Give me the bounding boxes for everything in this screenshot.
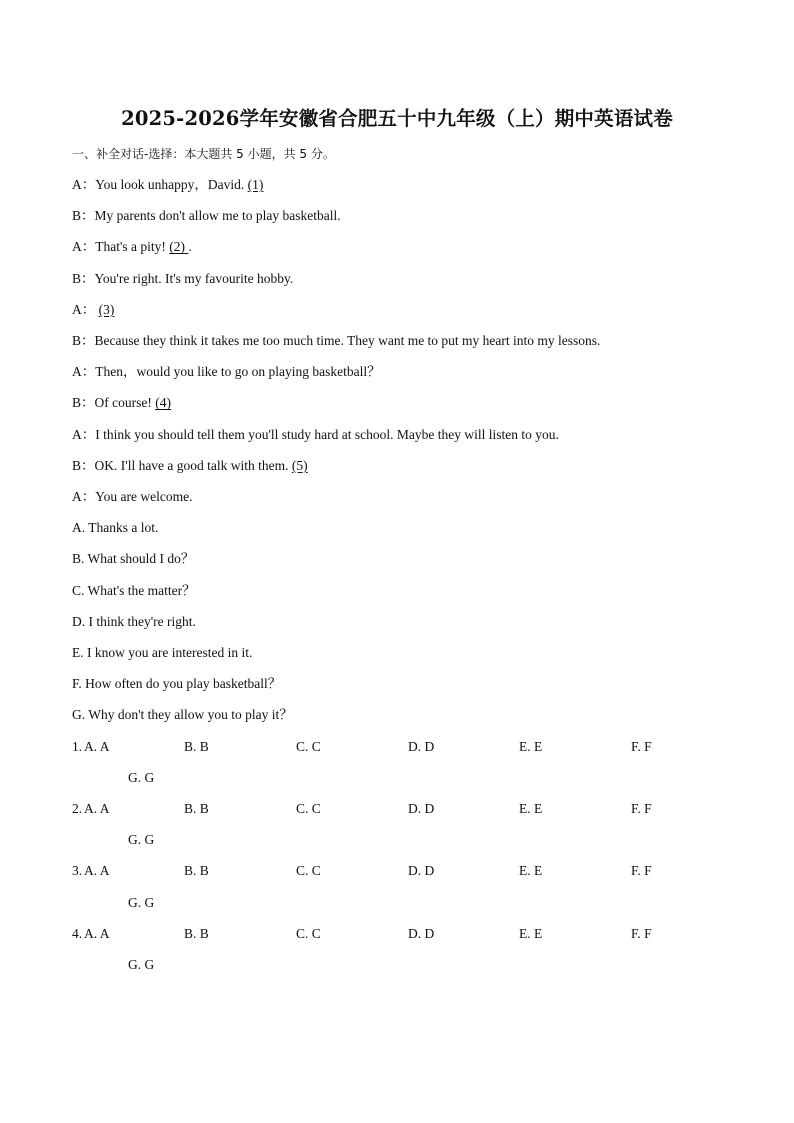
speaker-label: A： bbox=[72, 239, 96, 255]
speaker-label: A： bbox=[72, 301, 96, 317]
answer-blank[interactable]: (3) bbox=[98, 301, 115, 317]
dialogue-text: That's a pity! bbox=[95, 239, 170, 255]
speaker-label: A： bbox=[72, 364, 96, 380]
option-item: D. I think they're right. bbox=[72, 613, 196, 629]
question-row-continued bbox=[72, 831, 272, 849]
question-row bbox=[72, 862, 722, 880]
dialogue-text: You are welcome. bbox=[95, 489, 193, 504]
dialogue-text: . bbox=[188, 239, 192, 255]
question-row bbox=[72, 925, 722, 943]
dialogue-line bbox=[72, 176, 263, 194]
choice-option[interactable]: E. E bbox=[519, 801, 543, 816]
dialogue-line bbox=[72, 238, 192, 256]
choice-option[interactable]: D. D bbox=[408, 738, 435, 754]
choice-option[interactable]: A. A bbox=[84, 738, 110, 754]
speaker-label: A： bbox=[72, 177, 96, 192]
choice-option[interactable]: F. F bbox=[631, 925, 652, 941]
choice-option[interactable]: E. E bbox=[519, 863, 543, 879]
dialogue-text: You're right. It's my favourite hobby. bbox=[94, 270, 294, 286]
speaker-label: B： bbox=[72, 208, 95, 224]
option-item: B. What should I do？ bbox=[72, 551, 195, 567]
question-row bbox=[72, 800, 722, 818]
dialogue-text: You look unhappy，David. bbox=[95, 177, 248, 192]
option-item: F. How often do you play basketball？ bbox=[72, 676, 282, 692]
choice-option[interactable]: B. B bbox=[184, 863, 209, 879]
question-row-continued bbox=[72, 894, 272, 912]
choice-option[interactable]: F. F bbox=[631, 801, 652, 816]
option-item: A. Thanks a lot. bbox=[72, 520, 159, 536]
dialogue-line bbox=[72, 207, 341, 225]
choice-option[interactable]: E. E bbox=[519, 738, 543, 754]
option-item: G. Why don't they allow you to play it？ bbox=[72, 707, 293, 723]
dialogue-line bbox=[72, 426, 559, 444]
speaker-label: B： bbox=[72, 395, 95, 411]
choice-option[interactable]: G. G bbox=[128, 769, 155, 785]
speaker-label: B： bbox=[72, 270, 95, 286]
dialogue-line bbox=[72, 301, 114, 319]
choice-option[interactable]: B. B bbox=[184, 925, 209, 941]
choice-option[interactable]: D. D bbox=[408, 925, 435, 941]
choice-option[interactable]: A. A bbox=[84, 863, 110, 879]
dialogue-line bbox=[72, 270, 293, 288]
choice-option[interactable]: B. B bbox=[184, 801, 209, 816]
choice-option[interactable]: C. C bbox=[296, 801, 321, 816]
speaker-label: A： bbox=[72, 489, 96, 504]
choice-option[interactable]: B. B bbox=[184, 738, 209, 754]
speaker-label: A： bbox=[72, 426, 96, 442]
choice-option[interactable]: C. C bbox=[296, 863, 321, 879]
choice-option[interactable]: F. F bbox=[631, 738, 652, 754]
answer-blank[interactable]: (5) bbox=[291, 457, 308, 473]
choice-option[interactable]: C. C bbox=[296, 738, 321, 754]
choice-option[interactable]: A. A bbox=[84, 801, 110, 816]
question-number: 2. bbox=[72, 801, 83, 816]
question-row-continued bbox=[72, 956, 272, 974]
page-title: 2025-2026学年安徽省合肥五十中九年级（上）期中英语试卷 bbox=[121, 107, 673, 130]
dialogue-text: Of course! bbox=[94, 395, 156, 411]
dialogue-line bbox=[72, 394, 171, 412]
dialogue-line bbox=[72, 332, 600, 350]
question-number: 1. bbox=[72, 738, 83, 754]
choice-option[interactable]: G. G bbox=[128, 832, 155, 848]
answer-blank[interactable]: (4) bbox=[155, 395, 171, 411]
choice-option[interactable]: G. G bbox=[128, 894, 155, 910]
choice-option[interactable]: D. D bbox=[408, 863, 435, 879]
choice-option[interactable]: A. A bbox=[84, 925, 110, 941]
dialogue-text: OK. I'll have a good talk with them. bbox=[94, 457, 292, 473]
choice-option[interactable]: G. G bbox=[128, 957, 155, 972]
answer-blank[interactable]: (2) bbox=[169, 239, 189, 255]
dialogue-line bbox=[72, 488, 192, 506]
dialogue-text: Because they think it takes me too much time. They want me to put my heart into my lessons. bbox=[94, 333, 601, 348]
question-row-continued bbox=[72, 769, 272, 787]
dialogue-text: I think you should tell them you'll study hard at school. Maybe they will listen to you. bbox=[95, 426, 559, 442]
dialogue-line bbox=[72, 363, 381, 381]
dialogue-line bbox=[72, 457, 308, 475]
option-item: C. What's the matter？ bbox=[72, 582, 196, 598]
choice-option[interactable]: E. E bbox=[519, 925, 543, 941]
dialogue-text: My parents don't allow me to play basketball. bbox=[94, 208, 341, 224]
dialogue-text: Then，would you like to go on playing basketball？ bbox=[95, 364, 381, 380]
section-heading: 一、补全对话-选择：本大题共 5 小题，共 5 分。 bbox=[72, 147, 335, 161]
question-number: 4. bbox=[72, 925, 83, 941]
question-number: 3. bbox=[72, 863, 83, 879]
choice-option[interactable]: D. D bbox=[408, 801, 435, 816]
speaker-label: B： bbox=[72, 457, 95, 473]
option-item: E. I know you are interested in it. bbox=[72, 645, 253, 660]
speaker-label: B： bbox=[72, 333, 95, 348]
question-row bbox=[72, 738, 722, 756]
choice-option[interactable]: C. C bbox=[296, 925, 321, 941]
choice-option[interactable]: F. F bbox=[631, 863, 652, 879]
answer-blank[interactable]: (1) bbox=[247, 177, 264, 192]
